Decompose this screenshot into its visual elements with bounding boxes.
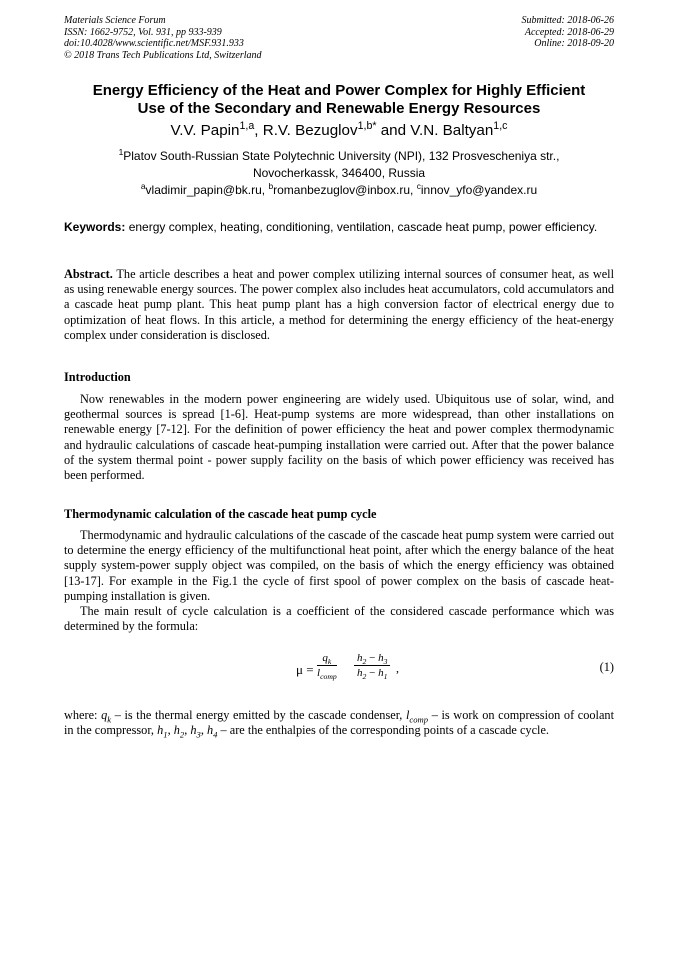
section-heading-thermodynamic: Thermodynamic calculation of the cascade heat pump cycle [64, 507, 377, 521]
author-3: V.N. Baltyan [410, 122, 494, 139]
doi: doi:10.4028/www.scientific.net/MSF.931.933 [64, 38, 244, 50]
formula-minus-den: − [366, 667, 379, 679]
introduction-heading: Introduction [64, 370, 131, 384]
email-b-sup: b [268, 181, 274, 191]
formula-1 [64, 651, 614, 695]
formula-h2-num-sub: 2 [362, 657, 367, 667]
page-header [64, 15, 614, 65]
where-h4-sub: 4 [213, 729, 218, 740]
formula-h2-num: h [357, 652, 363, 664]
where-text-4: – are the enthalpies of the corresponding points of a cascade cycle. [217, 723, 549, 738]
formula-comma: , [396, 661, 399, 675]
title-line-1: Energy Efficiency of the Heat and Power Complex for Highly Efficient [92, 82, 586, 99]
where-h3-sub: 3 [196, 729, 201, 740]
equation-number: (1) [599, 660, 614, 674]
where-lcomp-sub: comp [409, 714, 429, 725]
online-date: Online: 2018-09-20 [534, 38, 614, 50]
where-sep-1: , [167, 723, 174, 738]
introduction-text: Now renewables in the modern power engineering are widely used. Ubiquitous use of solar, wind, and geothermal sources is spread [1-6]. Heat-pump systems are more widespread, than other installations on renewable energy [7-12]. For the definition of power efficiency the heat and power complex thermodynamic and hydraulic calculations of cascade heat-pumping installation were carried out. After that the power balance of the system thermal point - power supply facility on the basis of which power efficiency was received has been performed. [64, 392, 614, 483]
abstract [64, 267, 614, 343]
issn: ISSN: 1662-9752, Vol. 931, pp 933-939 [64, 26, 222, 38]
submitted-date: Submitted: 2018-06-26 [521, 15, 614, 26]
where-lcomp: l [406, 708, 410, 722]
paper-title [64, 82, 614, 118]
where-qk: q [101, 708, 108, 722]
fraction-enthalpies [354, 651, 390, 681]
author-2-sup: 1,b* [357, 119, 377, 132]
where-h2-sub: 2 [179, 729, 185, 740]
formula-h3-num: h [378, 652, 384, 664]
author-2: R.V. Bezuglov [262, 122, 358, 139]
keywords-text: energy complex, heating, conditioning, ventilation, cascade heat pump, power efficiency. [125, 220, 598, 234]
abstract-label: Abstract. [64, 267, 113, 281]
authors [64, 119, 614, 140]
where-h3: h [190, 723, 197, 738]
author-sep: , [254, 122, 263, 139]
formula-lhs: μ = [296, 662, 314, 677]
accepted-date: Accepted: 2018-06-29 [524, 26, 614, 38]
affiliation-sup: 1 [118, 147, 124, 157]
copyright: © 2018 Trans Tech Publications Ltd, Switzerland [64, 49, 262, 61]
email-a: vladimir_papin@bk.ru, [145, 183, 269, 197]
fraction-qk-lcomp [317, 651, 337, 681]
affiliation-line-1: Platov South-Russian State Polytechnic University (NPI), 132 Prosvescheniya str., [123, 149, 560, 163]
where-sep-2: , [184, 723, 191, 738]
formula-qk-sub: k [327, 657, 332, 667]
email-b: romanbezuglov@inbox.ru, [273, 183, 417, 197]
affiliation [64, 148, 614, 181]
where-qk-sub: k [107, 714, 112, 725]
formula-h3-num-sub: 3 [383, 657, 388, 667]
where-text-3: – is work on compression of coolant in the compressor, [64, 708, 614, 738]
keywords-label: Keywords: [64, 220, 126, 234]
where-h1-sub: 1 [163, 729, 168, 740]
section-para-1: Thermodynamic and hydraulic calculations of the cascade of the cascade heat pump system were carried out to determine the energy efficiency of the multifunctional heat point, after which the energy balance of the heat supply system-power supply object was compiled, on the basis of which the energy efficiency was obtained [13-17]. For example in the Fig.1 the cycle of first spool of power complex on the basis of cascade heat-pumping installation is given. [64, 528, 614, 603]
formula-lcomp: l [317, 667, 321, 679]
journal-info [64, 15, 262, 61]
formula-h2-den-sub: 2 [362, 672, 367, 682]
introduction-body [64, 392, 614, 483]
title-line-2: Use of the Secondary and Renewable Energy Resources [137, 100, 541, 117]
abstract-text: The article describes a heat and power complex utilizing internal sources of consumer heat, as well as using renewable energy sources. The power complex also includes heat accumulators, cold accumulators and a cascade heat pump plant. This heat pump plant has a high conversion factor of electrical energy due to optimization of heat flows. In this article, a method for determining the energy efficiency of the heat-energy complex under consideration is disclosed. [64, 267, 614, 342]
author-1: V.V. Papin [170, 122, 240, 139]
formula-h1-den: h [378, 667, 384, 679]
author-1-sup: 1,a [239, 119, 255, 132]
formula-explanation [64, 708, 614, 738]
formula-minus-num: − [366, 652, 379, 664]
email-c-sup: c [416, 181, 421, 191]
journal-name: Materials Science Forum [64, 15, 166, 26]
section-body-thermodynamic [64, 528, 614, 634]
formula-h2-den: h [357, 667, 363, 679]
formula-lcomp-sub: comp [320, 672, 337, 682]
keywords [64, 220, 614, 234]
affiliation-line-2: Novocherkassk, 346400, Russia [252, 165, 426, 180]
formula-qk: q [322, 652, 328, 664]
email-c: innov_yfo@yandex.ru [420, 183, 538, 197]
email-a-sup: a [140, 181, 146, 191]
author-emails [64, 183, 614, 198]
where-h1: h [157, 723, 164, 738]
where-sep-3: , [200, 723, 207, 738]
where-h4: h [206, 723, 214, 738]
section-para-2: The main result of cycle calculation is a coefficient of the considered cascade performance which was determined by the formula: [64, 604, 614, 634]
formula-h1-den-sub: 1 [383, 672, 388, 682]
where-h2: h [173, 723, 180, 738]
where-text-2: – is the thermal energy emitted by the cascade condenser, [111, 708, 406, 722]
dates-info [522, 15, 615, 50]
author-and: and [376, 122, 411, 139]
where-text-1: where: [64, 708, 102, 722]
author-3-sup: 1,c [493, 119, 508, 132]
